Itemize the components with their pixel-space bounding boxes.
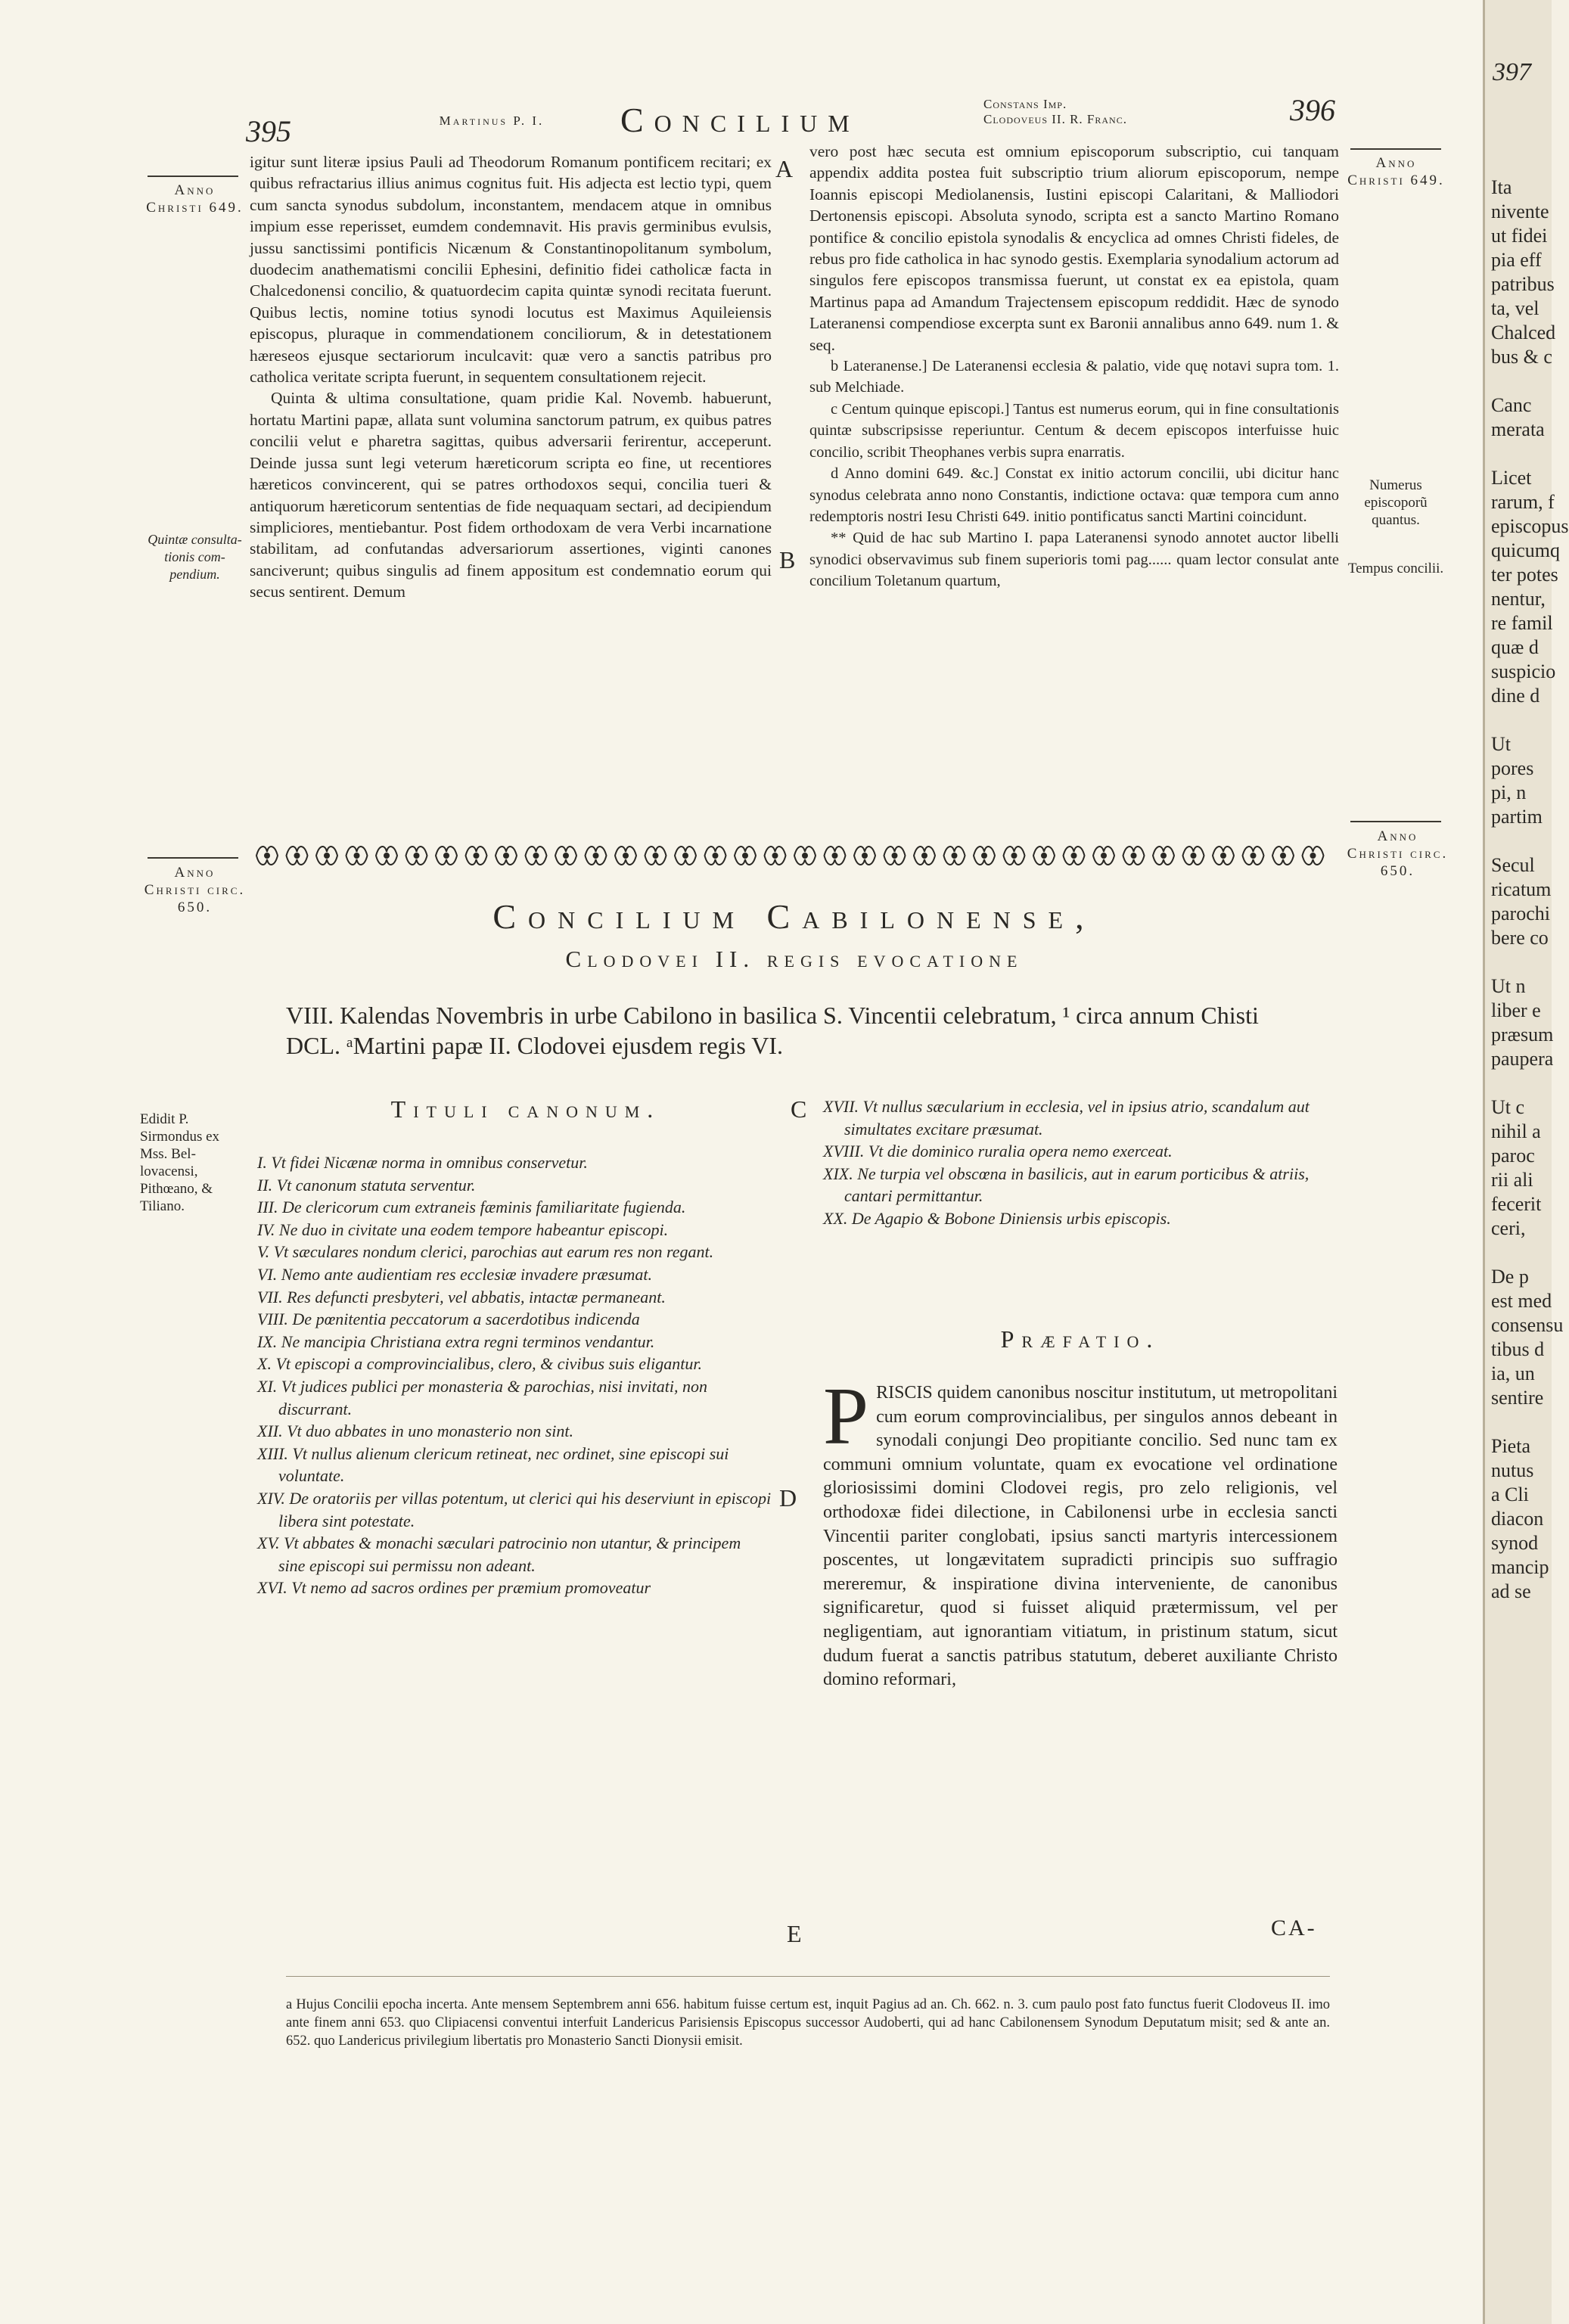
next-page-line: est med [1491,1290,1552,1312]
next-page-line: Ut n [1491,975,1526,997]
next-page-line [1491,442,1569,466]
section-letter-c: C [791,1095,807,1123]
next-page-line: sentire [1491,1387,1544,1409]
next-page-line [1491,708,1569,732]
note-double-star: ** Quid de hac sub Martino I. papa Lateranensi synodo annotet auctor libelli synodici observavimus sub finem superioris tomi pag...... quam lector consulat ante concilium Toletanum quartum, [809,530,1339,590]
next-page-line: ricatum [1491,878,1552,900]
next-page-line: ter potes [1491,564,1558,586]
fleuron-dot [982,853,986,858]
canon-item: IV. Ne duo in civitate una eodem tempore habeantur episcopi. [257,1219,669,1239]
fleuron-dot [384,853,389,858]
catchword: CA- [1271,1915,1317,1940]
next-page-line: ad se [1491,1580,1531,1602]
next-page-line: Pieta [1491,1435,1530,1457]
footnote: a Hujus Concilii epocha incerta. Ante mensem Septembrem anni 656. habitum fuisse certum est, inquit Pagius ad an. Ch. 662. n. 3. cum paulo post fato functus fuerit Clodoveus II. imo ante finem anni 653. quo Clipiacensi conventui interfuit Landericus Parisiensis Episcopus successor Audoberti, qui ad hanc Cabilonensem Synodum Deputatum misit; sed & ante an. 652. quo Landericus privilegium libertatis pro Monasterio Sancti Dionysii emisit. [286,1997,1330,2049]
canon-item: VI. Nemo ante audientiam res ecclesiæ invadere præsumat. [257,1264,652,1284]
margin-rule [148,176,238,177]
fleuron-dot [922,853,927,858]
section-letter-d: D [779,1484,797,1512]
next-page-line: consensu [1491,1314,1564,1336]
next-page-line: pia eff [1491,249,1542,271]
fleuron-dot [743,853,747,858]
margin-anno-left: Anno Christi 649. [146,182,244,216]
next-page-line: ia, un [1491,1362,1535,1384]
next-page-line: merata [1491,418,1545,440]
fleuron-dot [862,853,867,858]
next-page-line: a Cli [1491,1484,1529,1505]
next-page-line: paupera [1491,1048,1554,1070]
next-page-line: nentur, [1491,588,1546,610]
council-title: Concilium Cabilonense, [492,897,1096,936]
running-head-king: Clodoveus II. R. Franc. [983,112,1127,126]
canon-item: XIX. Ne turpia vel obscœna in basilicis, aut in earum porticibus & atriis, cantari permittantur. [823,1164,1310,1206]
canon-item: XX. De Agapio & Bobone Diniensis urbis episcopis. [823,1208,1171,1228]
next-page-line: liber e [1491,999,1541,1021]
fleuron-dot [1251,853,1256,858]
note-c: c Centum quinque episcopi.] Tantus est numerus eorum, qui in fine consultationis quintæ subscripsisse reperiuntur. Centum & decem episcopos interfuisse huic concilio, scribit Theophanes verbis supra enarratis. [809,400,1339,461]
note-d: d Anno domini 649. &c.] Constat ex initio actorum concilii, ubi dicitur hanc synodus celebrata anno nono Constantis, indictione octava: quæ tempora cum anno redemptoris nostri Iesu Christi 649. initio pontificatus sancti Martini coincidunt. [809,465,1339,525]
next-page-line: partim [1491,806,1543,828]
next-page-line: fecerit [1491,1193,1542,1215]
fleuron-dot [534,853,539,858]
next-page-line: tibus d [1491,1338,1545,1360]
council-date-line: VIII. Kalendas Novembris in urbe Cabilono in basilica S. Vincentii celebratum, ¹ circa annum Chisti DCL. ᵃMartini papæ II. Clodovei ejusdem regis VI. [286,1002,1259,1059]
canons-list-left [257,1151,772,1599]
left-column-top [250,151,772,603]
canon-item: X. Vt episcopi a comprovincialibus, clero, & civibus suis eligantur. [257,1354,703,1374]
drop-cap: P [823,1372,869,1462]
next-page-line: episcopus [1491,515,1569,537]
fleuron-dot [295,853,300,858]
next-page-line: quicumq [1491,539,1560,561]
fleuron-dot [1281,853,1285,858]
section-letter-e: E [787,1920,802,1947]
margin-rule [148,857,238,859]
fleuron-dot [444,853,449,858]
canon-item: VII. Res defuncti presbyteri, vel abbatis, intactæ permaneant. [257,1287,666,1306]
next-page-line: suspicio [1491,660,1556,682]
next-page-number: 397 [1493,58,1531,86]
praefatio-text: RISCIS quidem canonibus noscitur institutum, ut metropolitani cum eorum comprovincialibus, per singulos annos debeant in synodali conjungi Deo propitiante concilio. Sed nunc tam ex communi omnium voluntate, quam ex evocatione vel ordinatione gloriosissimi domini Clodovei regis, pro zelo religionis, vel orthodoxæ fidei dilectione, in Cabilonensi urbe in ecclesia sancti Vincentii pariter conglobati, ipsius sancti martyris intercessionem poscentes, ut longævitatem supradicti principis suo suffragio mereremur, & inspiratione divina interveniente, de canonibus significaretur, quod si fuisset aliquid prætermissum, vel per negligentiam, aut ignorantiam vitiatum, in pristinum statum, sicut dudum fuerat a sanctis patribus statutum, deberet auxiliante Christo domino reformari, [823,1383,1338,1690]
next-page-line: ceri, [1491,1217,1526,1239]
fleuron-dot [803,853,807,858]
next-page-line: Licet [1491,467,1532,489]
margin-anno-mid-right: Anno Christi circ. 650. [1347,828,1449,879]
fleuron-dot [415,853,419,858]
fleuron-dot [654,853,658,858]
next-page-line: nutus [1491,1459,1534,1481]
canon-item: I. Vt fidei Nicænæ norma in omnibus conservetur. [257,1153,588,1172]
fleuron-dot [1132,853,1136,858]
canon-item: XIII. Vt nullus alienum clericum retineat, nec ordinet, sine episcopi sui voluntate. [257,1443,729,1486]
canons-heading: Tituli canonum. [390,1095,661,1123]
next-page-line: bus & c [1491,346,1552,368]
next-page-line [1491,1241,1569,1265]
next-page-line: rii ali [1491,1169,1533,1191]
margin-edidit: Edidit P. Sirmondus ex Mss. Bel-lovacensi, Pithœano, & Tiliano. [140,1111,220,1214]
next-page-line: ut fidei [1491,225,1548,247]
fleuron-dot [265,853,269,858]
canon-item: XVI. Vt nemo ad sacros ordines per præmium promoveatur [257,1578,651,1598]
fleuron-dot [1161,853,1166,858]
next-page-line: synod [1491,1532,1539,1554]
fleuron-dot [1192,853,1196,858]
canon-item: II. Vt canonum statuta serventur. [257,1175,476,1195]
next-page-line [1491,369,1569,393]
next-page-line: nivente [1491,200,1549,222]
paragraph: vero post hæc secuta est omnium episcoporum subscriptio, cui tanquam appendix addita postea fuit subscriptio trium aliorum episcoporum, nempe Ioannis episcopi Mediolanensis, Iustini episcopi Calaritani, & Malliodori Dertonensis episcopi. Absoluta synodo, scripta est a sancto Martino Romano pontifice & concilio epistola synodalis & encyclica ad omnes Christi fideles, de rebus pro fide catholica in hac synodo gestis. Exemplaria synodalium actorum ad singulos fere episcopos transmissa fuerunt, ut constat ex ea epistola, quam Martinus papa ad Amandum Trajectensem episcopum reddidit. Hæc de synodo Lateranensi compendiose excerpta sunt ex Baronii annalibus anno 649. num 1. & seq. [809,142,1339,354]
fleuron-dot [1221,853,1226,858]
page-number-right: 396 [1290,93,1335,127]
council-subtitle: Clodovei II. regis evocatione [565,946,1024,972]
fleuron-dot [623,853,628,858]
paragraph: igitur sunt literæ ipsius Pauli ad Theodorum Romanum pontificem recitari; ex quibus refractarius illius animus cognitus fuit. His adjecta est lectio typi, quem cum sancta synodus subdolum, inconstantem, mendacem atque in omnibus impium esse reperisset, eumdem condemnavit. His pravis germinibus evulsis, jussu sanctissimi pontificis Nicænum & Constantinopolitanum symbolum, duodecim anathematismi concilii Ephesini, definitio fidei catholicæ facta in Chalcedonensi concilio, & quatuordecim capita quintæ synodi recitata fuerunt. Quibus lectis, nomine totius synodi locutus est Maximus Aquileiensis episcopus, pluraque in commendationem conciliorum, & in detestationem hæreseos ejusque sectariorum inculcavit: quæ vero a sanctis patribus pro catholica veritate scripta fuerunt, in sequentem consultationem rejecit. [250,153,772,387]
fleuron-dot [1072,853,1077,858]
canons-list-right [823,1095,1338,1230]
next-page-line: parochi [1491,903,1550,924]
fleuron-dot [474,853,479,858]
fleuron-dot [504,853,508,858]
next-page-line: Ita [1491,176,1512,198]
canon-item: XIV. De oratoriis per villas potentum, ut clerici qui his deserviunt in episcopi libera sint potestate. [257,1488,772,1530]
fleuron-dot [1311,853,1316,858]
fleuron-dot [713,853,718,858]
margin-anno-mid-left: Anno Christi circ. 650. [144,865,246,915]
next-page-line: nihil a [1491,1120,1541,1142]
praefatio-heading: Præfatio. [1000,1325,1160,1353]
margin-anno-right: Anno Christi 649. [1347,155,1445,188]
next-page-line: ta, vel [1491,297,1539,319]
fleuron-dot [952,853,957,858]
next-page-line [1491,950,1569,974]
running-head-pope: Martinus P. I. [439,113,545,128]
fleuron-dot [355,853,359,858]
next-page-line [1491,1071,1569,1095]
next-page-line: Chalced [1491,322,1556,343]
fleuron-dot [833,853,837,858]
next-page-line: Secul [1491,854,1535,876]
margin-rule [1350,821,1441,822]
next-page-line: bere co [1491,927,1549,949]
fleuron-dot [564,853,568,858]
next-page-line: De p [1491,1266,1529,1288]
ornament-band [253,840,1328,872]
fleuron-dot [893,853,897,858]
page-number-left: 395 [246,114,291,148]
running-head-emperor: Constans Imp. [983,97,1067,111]
canon-item: XVII. Vt nullus sæcularium in ecclesia, vel in ipsius atrio, scandalum aut simultates excitare præsumat. [823,1097,1310,1139]
next-page-line: Canc [1491,394,1532,416]
canon-item: VIII. De pœnitentia peccatorum a sacerdotibus indicenda [257,1310,640,1329]
section-letter-b: B [779,546,796,573]
next-page-line: pores [1491,757,1534,779]
fleuron-dot [594,853,598,858]
fleuron-dot [1042,853,1046,858]
next-page-line: mancip [1491,1556,1549,1578]
next-page-line: dine d [1491,685,1540,707]
paragraph: Quinta & ultima consultatione, quam pridie Kal. Novemb. habuerunt, hortatu Martini papæ, allata sunt volumina sanctorum patrum, ex quibus patres concilii velut e pharetra sagittas, quibus adversarii ferirentur, acceperunt. Deinde jussa sunt legi veterum hæreticorum scripta eo fine, ut recentiores hæreticos convincerent, qui se patres orthodoxos sequi, concilia tueri & antiquorum hæreticorum sententias de fide nequaquam sectari, ad decipiendum simpliciores, mentiebantur. Post fidem orthodoxam de vera Verbi incarnatione stabilitam, ad confutandas adversariorum assertiones, viginti canones sanciverunt; quibus singulis ad finem appositum est condemnatio eorum qui secus sentirent. Demum [250,389,772,601]
margin-rule [1350,148,1441,150]
next-page-line: paroc [1491,1145,1535,1167]
next-page-line: præsum [1491,1024,1554,1045]
fleuron-dot [1101,853,1106,858]
fleuron-dot [1012,853,1017,858]
canon-item: III. De clericorum cum extraneis fæminis familiaritate fugienda. [257,1198,686,1217]
fleuron-dot [683,853,688,858]
section-letter-a: A [775,155,794,182]
next-page-line: Ut [1491,733,1511,755]
footnote-rule [286,1976,1330,1977]
fleuron-dot [325,853,329,858]
next-page-text [1491,176,1569,1604]
margin-numerus: Numerus episcoporũ quantus. [1364,477,1428,528]
next-page-line: diacon [1491,1508,1544,1530]
next-page-line: rarum, f [1491,491,1555,513]
next-page-line: pi, n [1491,781,1527,803]
next-page-line [1491,1410,1569,1434]
canon-item: XVIII. Vt die dominico ruralia opera nemo exerceat. [823,1142,1173,1161]
canon-item: XI. Vt judices publici per monasteria & parochias, nisi invitati, non discurrant. [257,1376,707,1418]
canon-item: IX. Ne mancipia Christiana extra regni terminos vendantur. [257,1331,655,1351]
praefatio-body [823,1372,1338,1692]
next-page-line: quæ d [1491,636,1539,658]
next-page-line [1491,829,1569,853]
next-page-line: Ut c [1491,1096,1525,1118]
next-page-line: patribus [1491,273,1555,295]
fleuron-dot [773,853,778,858]
canon-item: XII. Vt duo abbates in uno monasterio non sint. [257,1421,573,1441]
margin-tempus: Tempus concilii. [1347,561,1444,576]
right-column-top [809,141,1339,592]
running-head-title: Concilium [620,101,860,139]
note-b: b Lateranense.] De Lateranensi ecclesia & palatio, vide quę notavi supra tom. 1. sub Melchiade. [809,358,1339,396]
canon-item: V. Vt sæculares nondum clerici, parochias aut earum res non regant. [257,1242,714,1262]
canon-item: XV. Vt abbates & monachi sæculari patrocinio non utantur, & principem sine episcopi sui permissu non adeant. [257,1533,741,1575]
margin-quintae: Quintæ consulta-tionis com-pendium. [148,532,242,582]
next-page-line: re famil [1491,612,1553,634]
next-page-edge [1483,0,1569,2324]
